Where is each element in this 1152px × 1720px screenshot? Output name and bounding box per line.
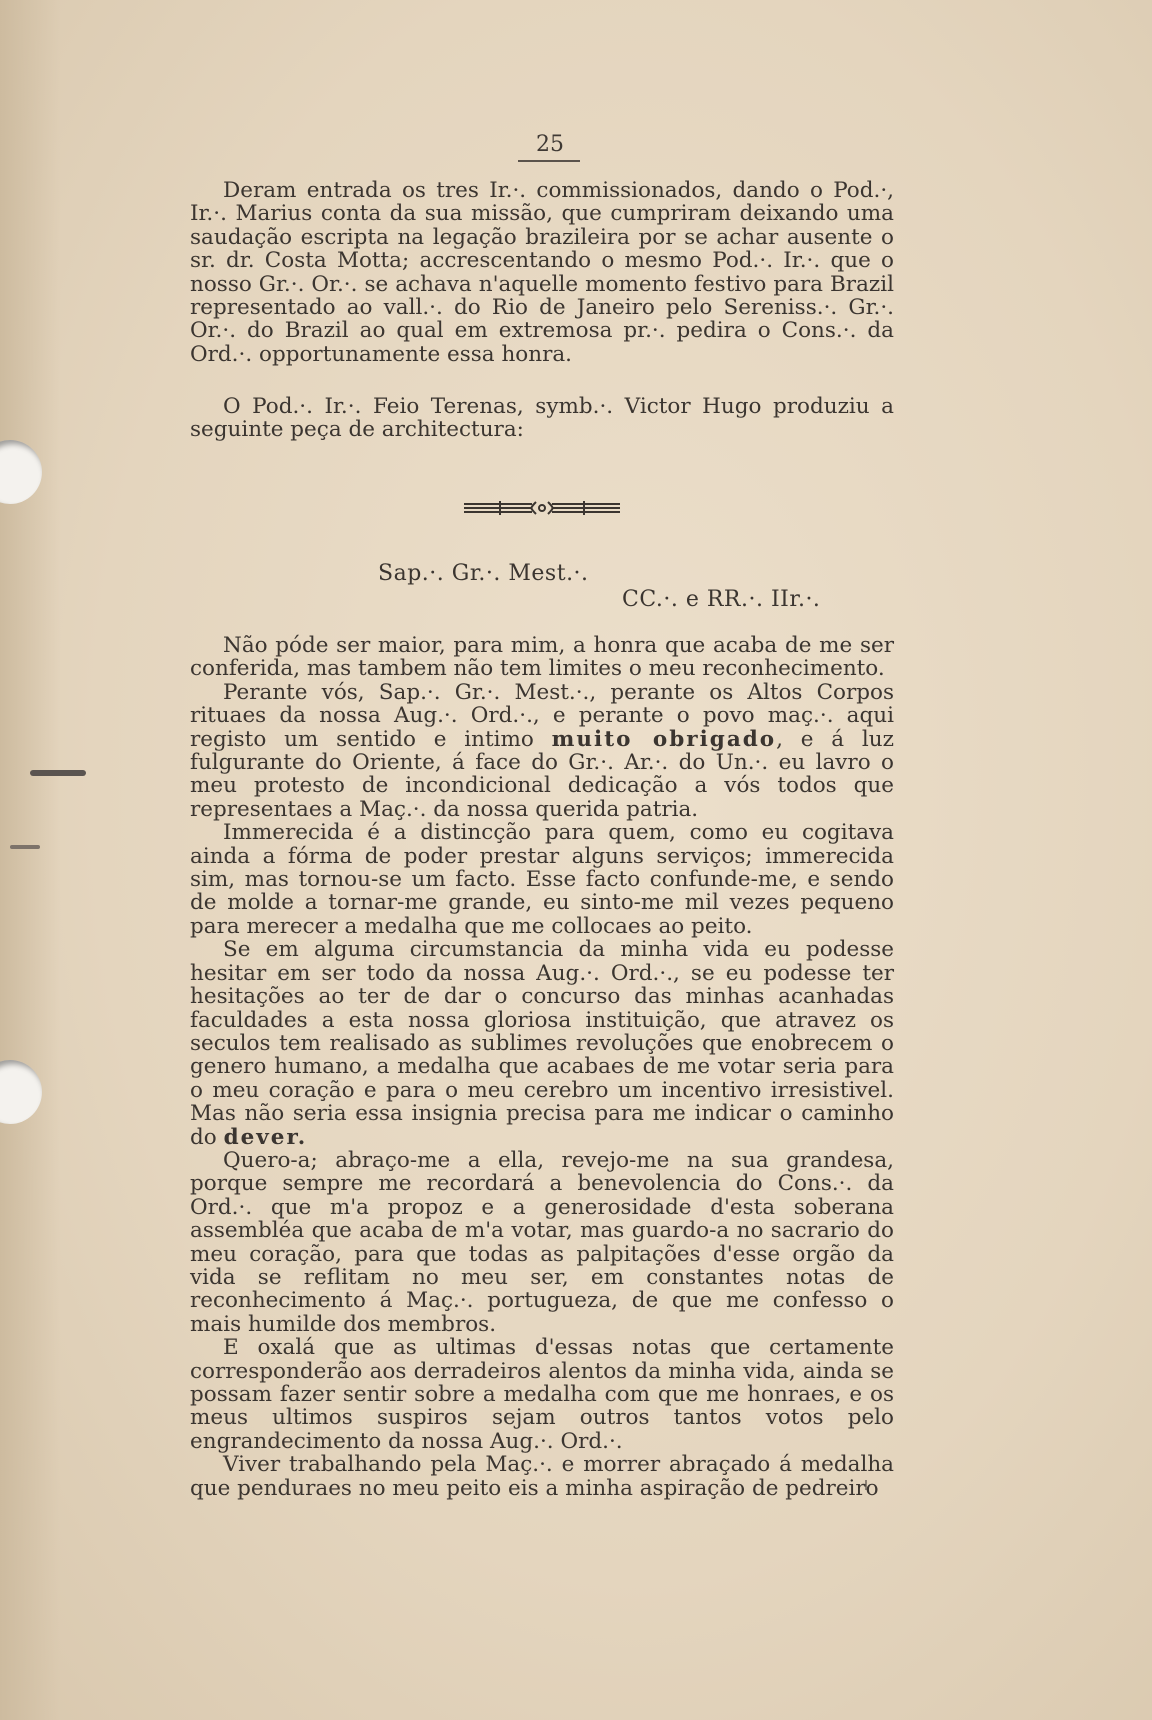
- emphasis-muito-obrigado: muito obrigado: [551, 726, 777, 752]
- speech-paragraph-2-start: Perante vós, Sap.·. Gr.·. Mest.·., perante os Altos Corpos rituaes da nossa Aug.·. Ord.·., e perante o povo maç.·. aqui registo um sentido e intimo: [190, 679, 894, 752]
- speech-paragraph-2: [190, 681, 894, 821]
- page-edge-shadow: [0, 0, 60, 1720]
- salutation-grand-master: Sap.·. Gr.·. Mest.·.: [378, 561, 589, 586]
- page-number-rule: [518, 160, 580, 162]
- intro-paragraph-2: O Pod.·. Ir.·. Feio Terenas, symb.·. Victor Hugo produziu a seguinte peça de architectura:: [190, 394, 894, 443]
- speech-paragraph-2-end: , e á luz fulgurante do Oriente, á face do Gr.·. Ar.·. do Un.·. eu lavro o meu protesto de incondicional dedicação a vós todos que representaes a Maç.·. da nossa querida patria.: [190, 726, 894, 822]
- intro-section: [190, 179, 894, 366]
- margin-ink-mark: [10, 845, 40, 849]
- salutation-brothers: CC.·. e RR.·. IIr.·.: [622, 587, 821, 612]
- speech-paragraph-5: Quero-a; abraço-me a ella, revejo-me na sua grandesa, porque sempre me recordará a benevolencia do Cons.·. da Ord.·. que m'a propoz e a generosidade d'esta soberana assembléa que acaba de m'a votar, mas guardo-a no sacrario do meu coração, para que todas as palpitações d'esse orgão da vida se reflitam no meu ser, em constantes notas de reconhecimento á Maç.·. portugueza, de que me confesso o mais humilde dos membros.: [190, 1147, 894, 1337]
- speech-paragraph-4-text: Se em alguma circumstancia da minha vida eu podesse hesitar em ser todo da nossa Aug.·. Ord.·., se eu podesse ter hesitações ao ter de dar o concurso das minhas acanhadas faculdades a esta nossa gloriosa instituição, que atravez os seculos tem realisado as sublimes revoluções que enobrecem o genero humano, a medalha que acabaes de me votar seria para o meu coração e para o meu cerebro um incentivo irresistivel. Mas não seria essa insignia precisa para me indicar o caminho do: [190, 937, 894, 1150]
- speech-paragraph-6: E oxalá que as ultimas d'essas notas que certamente corresponderão aos derradeiros alentos da minha vida, ainda se possam fazer sentir sobre a medalha com que me honraes, e os meus ultimos suspiros sejam outros tantos votos pelo engrandecimento da nossa Aug.·. Ord.·.: [190, 1335, 894, 1454]
- intro-section-2: [190, 395, 894, 442]
- speech-paragraph-3: Immerecida é a distincção para quem, como eu cogitava ainda a fórma de poder prestar alguns serviços; immerecida sim, mas tornou-se um facto. Esse facto confunde-me, e sendo de molde a tornar-me grande, eu sinto-me mil vezes pequeno para merecer a medalha que me collocaes ao peito.: [190, 820, 894, 939]
- page-number: 25: [536, 132, 564, 157]
- ornament-divider: [462, 496, 622, 520]
- speech-paragraph-7: Viver trabalhando pela Maç.·. e morrer abraçado á medalha que penduraes no meu peito eis a minha aspiração de pedreiro: [190, 1452, 894, 1501]
- speech-paragraph-4: [190, 938, 894, 1149]
- emphasis-dever: dever.: [223, 1124, 308, 1150]
- speech-paragraph-1: Não póde ser maior, para mim, a honra que acaba de me ser conferida, mas tambem não tem limites o meu reconhecimento.: [190, 633, 894, 682]
- margin-ink-mark: [30, 770, 86, 776]
- speech-section: [190, 634, 894, 1500]
- intro-paragraph-1: Deram entrada os tres Ir.·. commissionados, dando o Pod.·, Ir.·. Marius conta da sua missão, que cumpriram deixando uma saudação escripta na legação brazileira por se achar ausente o sr. dr. Costa Motta; accrescentando o mesmo Pod.·. Ir.·. que o nosso Gr.·. Or.·. se achava n'aquelle momento festivo para Brazil representado ao vall.·. do Rio de Janeiro pelo Sereniss.·. Gr.·. Or.·. do Brazil ao qual em extremosa pr.·. pedira o Cons.·. da Ord.·. opportunamente essa honra.: [190, 178, 894, 367]
